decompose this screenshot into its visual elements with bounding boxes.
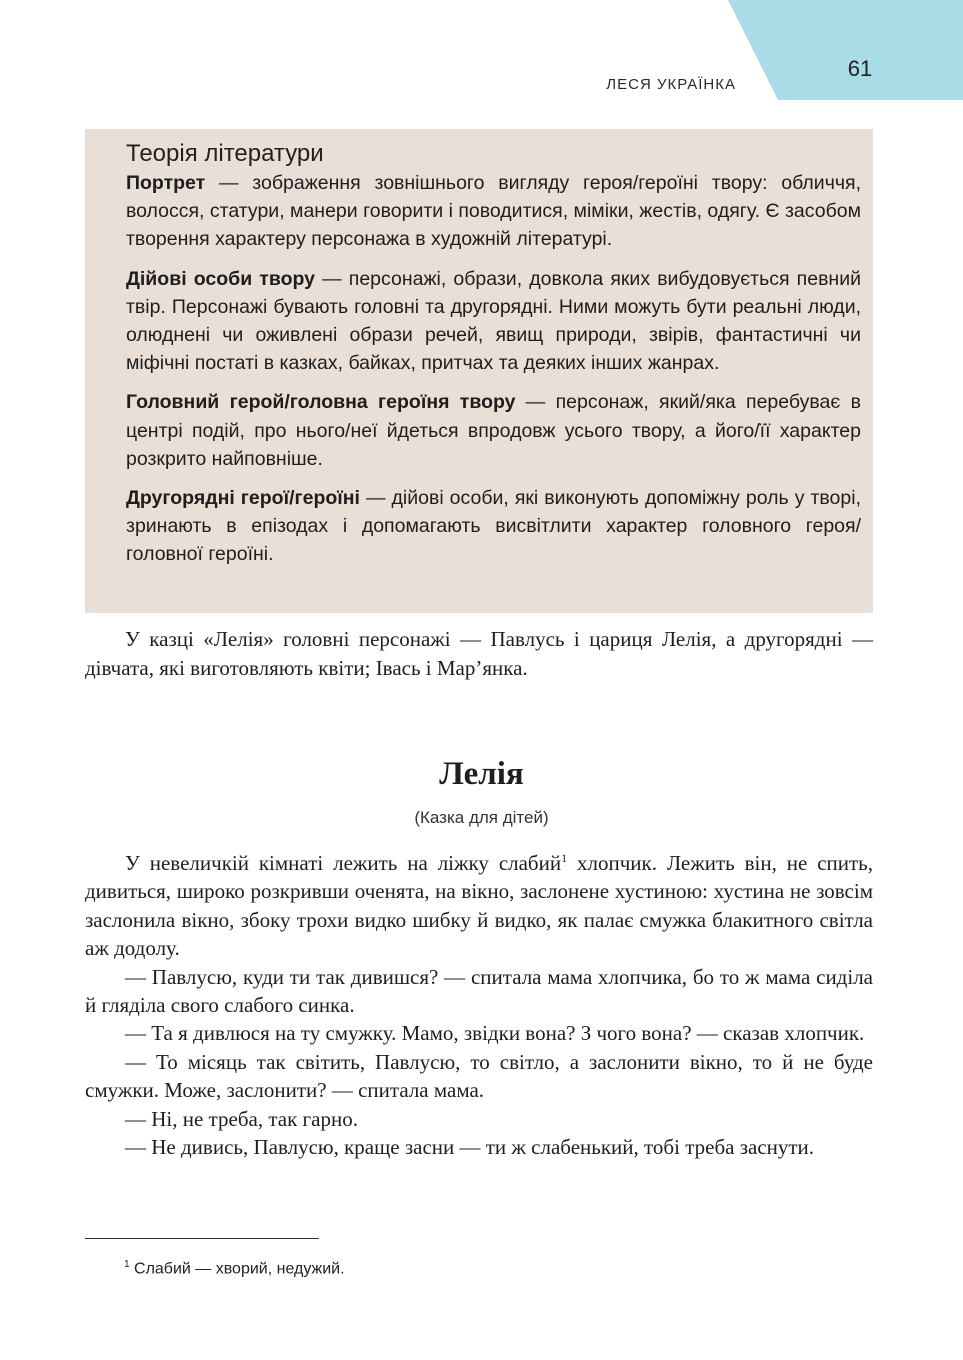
story-paragraph bbox=[85, 849, 873, 963]
footnote-marker: 1 bbox=[124, 1259, 130, 1270]
definition-secondary-heroes bbox=[126, 484, 861, 569]
definition-term: Дійові особи твору bbox=[126, 267, 316, 290]
footnote-divider bbox=[85, 1238, 319, 1239]
intro-paragraph: У казці «Лелія» головні персонажі — Павлусь і цариця Лелія, а другорядні — дівчата, які виготовляють квіти; Івась і Мар’янка. bbox=[85, 627, 873, 680]
story-text-segment: У невеличкій кімнаті лежить на ліжку слабий bbox=[125, 851, 562, 875]
running-head: ЛЕСЯ УКРАЇНКА bbox=[606, 76, 736, 93]
definition-text: — зображення зовнішнього вигляду героя/героїні твору: обличчя, волосся, статури, манери говорити і поводитися, міміки, жестів, одягу. Є засобом творення характеру персонажа в художній літературі. bbox=[126, 172, 861, 251]
theory-box bbox=[85, 129, 873, 613]
definition-term: Другорядні герої/героїні bbox=[126, 487, 360, 510]
definition-term: Головний герой/головна героїня твору bbox=[126, 391, 516, 414]
footnote-text: Слабий — хворий, недужий. bbox=[129, 1260, 345, 1278]
story-text bbox=[85, 849, 873, 1161]
story-text-segment: хлопчик. Лежить він, не спить, дивиться, широко розкривши оченята, на вікно, заслонене хустиною: хустина не зовсім заслонила вікно, збоку трохи видко шибку й видко, як палає смужка блакитного світла аж додолу. bbox=[85, 851, 873, 961]
definition-characters bbox=[126, 265, 861, 378]
story-subtitle: (Казка для дітей) bbox=[414, 808, 549, 827]
story-paragraph: — То місяць так світить, Павлусю, то світло, а заслонити вікно, то й не буде смужки. Може, заслонити? — спитала мама. bbox=[85, 1049, 873, 1103]
definition-text: — дійові особи, які виконують допоміжну роль у творі, зринають в епізодах і допомагають висвітлити характер головного героя/головної героїні. bbox=[126, 487, 861, 566]
definition-term: Портрет bbox=[126, 172, 206, 194]
page-number: 61 bbox=[847, 56, 873, 81]
story-paragraph: — Не дивись, Павлусю, краще засни — ти ж слабенький, тобі треба заснути. bbox=[125, 1135, 815, 1160]
story-title: Лелія bbox=[439, 756, 524, 792]
page-corner-tab bbox=[728, 0, 963, 100]
footnote-ref: 1 bbox=[561, 851, 568, 865]
story-paragraph: — Та я дивлюся на ту смужку. Мамо, звідки вона? З чого вона? — сказав хлопчик. bbox=[125, 1021, 865, 1046]
definition-main-hero bbox=[126, 388, 861, 473]
story-paragraph: — Павлусю, куди ти так дивишся? — спитала мама хлопчика, бо то ж мама сиділа й глядiла свого слабого синка. bbox=[85, 964, 873, 1018]
theory-title: Теорія літератури bbox=[126, 140, 324, 167]
footnote bbox=[124, 1259, 345, 1278]
definition-text: — персонажі, образи, довкола яких вибудовується певний твір. Персонажі бувають головні та другорядні. Ними можуть бути реальні люди, олюднені чи оживлені образи речей, явищ природи, звірів, фантастичні чи міфічні постаті в казках, байках, притчах та деяких інших жанрах. bbox=[126, 267, 861, 375]
story-paragraph: — Ні, не треба, так гарно. bbox=[125, 1106, 358, 1131]
intro-paragraph-block bbox=[85, 625, 873, 682]
definition-text: — персонаж, який/яка перебуває в центрі подій, про нього/неї йдеться впродовж усього твору, а його/її характер розкрито найповніше. bbox=[126, 391, 861, 470]
definition-portrait bbox=[126, 169, 861, 254]
